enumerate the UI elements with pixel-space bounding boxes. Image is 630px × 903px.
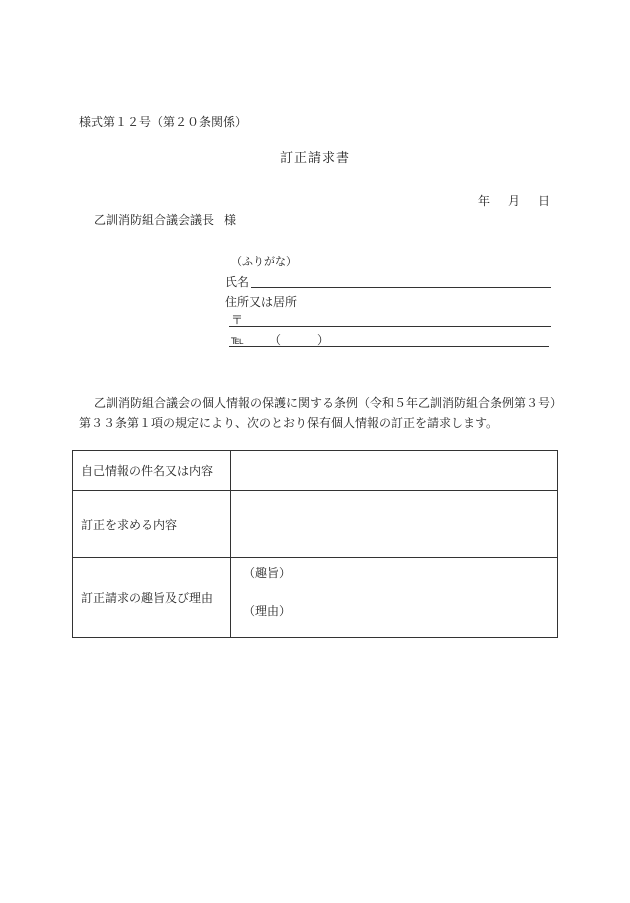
document-title: 訂正請求書	[279, 151, 350, 166]
request-statement	[79, 393, 563, 433]
table-row	[73, 451, 558, 491]
correction-content-field[interactable]	[231, 491, 558, 558]
addressee	[94, 213, 236, 227]
date-year: 年	[478, 194, 491, 208]
table-row	[73, 491, 558, 558]
date-line	[478, 194, 550, 208]
address-label: 住所又は居所	[225, 295, 298, 309]
tel-label: ℡	[231, 333, 244, 347]
address-field[interactable]	[229, 326, 551, 327]
tel-field[interactable]	[229, 346, 549, 347]
subject-field[interactable]	[231, 451, 558, 491]
name-label: 氏名	[225, 275, 250, 289]
form-code: 様式第１２号（第２０条関係）	[79, 115, 248, 129]
addressee-honorific: 様	[224, 213, 237, 227]
purpose-reason-label: 訂正請求の趣旨及び理由	[73, 558, 231, 638]
reason-label: （理由）	[243, 604, 292, 618]
correction-content-label: 訂正を求める内容	[73, 491, 231, 558]
date-month: 月	[508, 194, 521, 208]
tel-paren-close: ）	[317, 333, 330, 347]
purpose-reason-field[interactable]	[231, 558, 558, 638]
statement-line-2: 第３３条第１項の規定により、次のとおり保有個人情報の訂正を請求します。	[79, 416, 499, 430]
tel-row	[231, 333, 329, 347]
tel-paren-open: （	[269, 333, 282, 347]
furigana-label: （ふりがな）	[231, 255, 297, 268]
subject-label: 自己情報の件名又は内容	[73, 451, 231, 491]
postal-mark: 〒	[231, 313, 244, 327]
addressee-name: 乙訓消防組合議会議長	[94, 213, 215, 227]
request-table	[72, 450, 558, 638]
table-row	[73, 558, 558, 638]
gist-label: （趣旨）	[243, 566, 292, 580]
statement-line-1: 乙訓消防組合議会の個人情報の保護に関する条例（令和５年乙訓消防組合条例第３号）	[94, 396, 563, 410]
date-day: 日	[538, 194, 551, 208]
name-field[interactable]	[251, 287, 551, 288]
